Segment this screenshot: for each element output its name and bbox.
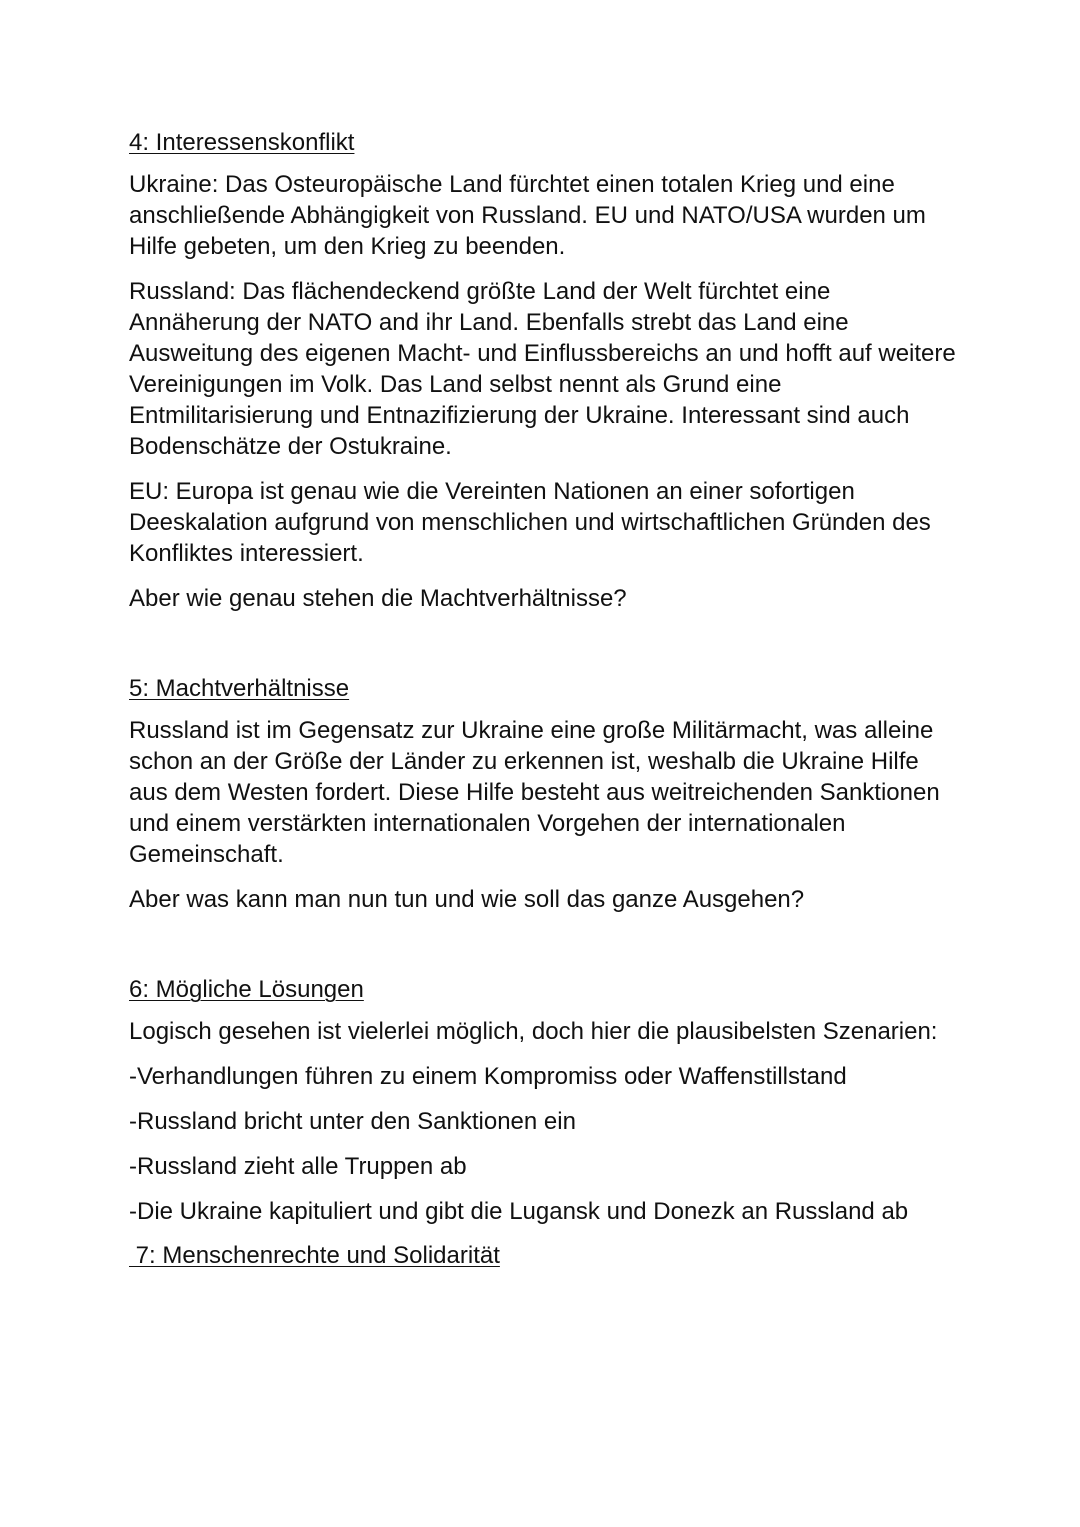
paragraph-russland: Russland: Das flächendeckend größte Land der Welt fürchtet eine Annäherung der NATO and ihr Land. Ebenfalls strebt das Land eine Ausweitung des eigenen Macht- und Einflussbereichs an und hofft auf weitere Vereinigungen im Volk. Das Land selbst nennt als Grund eine Entmilitarisierung und Entnazifizierung der Ukraine. Interessant sind auch Bodenschätze der Ostukraine. [129, 278, 956, 460]
section-spacer [129, 929, 959, 975]
paragraph-intro: Logisch gesehen ist vielerlei möglich, doch hier die plausibelsten Szenarien: [129, 1018, 938, 1045]
paragraph-question: Aber was kann man nun tun und wie soll das ganze Ausgehen? [129, 886, 805, 913]
section-heading: 6: Mögliche Lösungen [129, 976, 364, 1003]
section-machtverhaeltnisse [129, 674, 959, 915]
section-heading: 4: Interessenskonflikt [129, 129, 355, 156]
section-moegliche-loesungen [129, 975, 959, 1271]
paragraph-militaermacht: Russland ist im Gegensatz zur Ukraine eine große Militärmacht, was alleine schon an der Größe der Länder zu erkennen ist, weshalb die Ukraine Hilfe aus dem Westen fordert. Diese Hilfe besteht aus weitreichenden Sanktionen und einem verstärkten internationalen Vorgehen der internationalen Gemeinschaft. [129, 717, 940, 868]
document-page [129, 128, 959, 1282]
list-item: -Die Ukraine kapituliert und gibt die Lugansk und Donezk an Russland ab [129, 1198, 909, 1225]
paragraph-eu: EU: Europa ist genau wie die Vereinten Nationen an einer sofortigen Deeskalation aufgrund von menschlichen und wirtschaftlichen Gründen des Konfliktes interessiert. [129, 478, 931, 567]
section-interessenskonflikt [129, 128, 959, 614]
section-heading-menschenrechte: 7: Menschenrechte und Solidarität [129, 1242, 500, 1269]
paragraph-question: Aber wie genau stehen die Machtverhältnisse? [129, 585, 627, 612]
list-item: -Verhandlungen führen zu einem Kompromiss oder Waffenstillstand [129, 1063, 847, 1090]
list-item: -Russland zieht alle Truppen ab [129, 1153, 467, 1180]
section-heading: 5: Machtverhältnisse [129, 675, 350, 702]
section-spacer [129, 628, 959, 674]
list-item: -Russland bricht unter den Sanktionen ein [129, 1108, 576, 1135]
paragraph-ukraine: Ukraine: Das Osteuropäische Land fürchtet einen totalen Krieg und eine anschließende Abhängigkeit von Russland. EU und NATO/USA wurden um Hilfe gebeten, um den Krieg zu beenden. [129, 171, 926, 260]
